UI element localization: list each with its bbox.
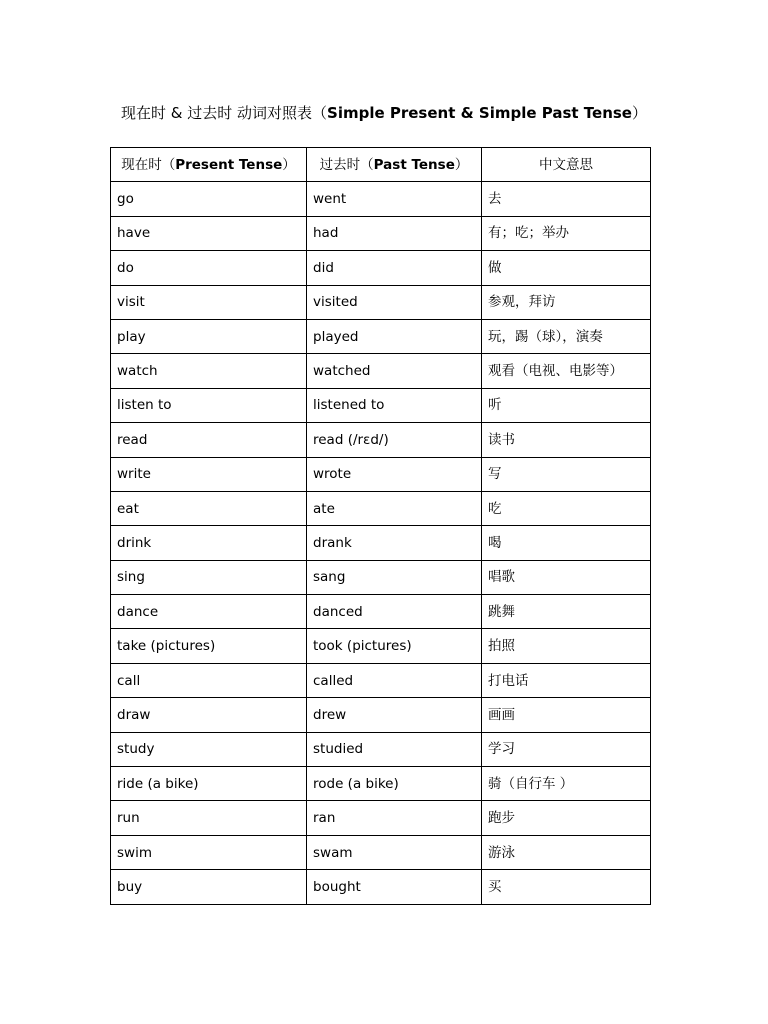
title-close-paren: ） bbox=[631, 104, 647, 122]
header-label-cn: 现在时（ bbox=[121, 156, 176, 173]
cell-past: drew bbox=[307, 698, 482, 732]
cell-meaning: 吃 bbox=[482, 491, 651, 525]
table-row bbox=[111, 560, 651, 594]
cell-meaning: 去 bbox=[482, 182, 651, 216]
cell-past: visited bbox=[307, 285, 482, 319]
verb-table bbox=[110, 147, 651, 905]
table-row bbox=[111, 388, 651, 422]
table-row bbox=[111, 319, 651, 353]
header-close: ） bbox=[282, 156, 296, 173]
table-row bbox=[111, 767, 651, 801]
cell-meaning: 喝 bbox=[482, 526, 651, 560]
cell-present: take (pictures) bbox=[111, 629, 307, 663]
table-header-row bbox=[111, 148, 651, 182]
table-row bbox=[111, 285, 651, 319]
cell-present: write bbox=[111, 457, 307, 491]
cell-present: listen to bbox=[111, 388, 307, 422]
header-past-tense bbox=[307, 148, 482, 182]
cell-meaning: 听 bbox=[482, 388, 651, 422]
table-row bbox=[111, 251, 651, 285]
cell-past: studied bbox=[307, 732, 482, 766]
table-row bbox=[111, 457, 651, 491]
cell-present: drink bbox=[111, 526, 307, 560]
cell-meaning: 写 bbox=[482, 457, 651, 491]
cell-past: took (pictures) bbox=[307, 629, 482, 663]
cell-present: dance bbox=[111, 595, 307, 629]
cell-past: drank bbox=[307, 526, 482, 560]
header-close: ） bbox=[454, 156, 469, 173]
cell-present: study bbox=[111, 732, 307, 766]
cell-meaning: 买 bbox=[482, 870, 651, 904]
cell-present: have bbox=[111, 216, 307, 250]
cell-meaning: 参观，拜访 bbox=[482, 285, 651, 319]
cell-meaning: 玩，踢（球），演奏 bbox=[482, 319, 651, 353]
cell-meaning: 骑（自行车 ） bbox=[482, 767, 651, 801]
header-label-en: Present Tense bbox=[175, 156, 283, 173]
cell-past: had bbox=[307, 216, 482, 250]
cell-present: read bbox=[111, 423, 307, 457]
cell-past: danced bbox=[307, 595, 482, 629]
cell-present: swim bbox=[111, 835, 307, 869]
table-row bbox=[111, 182, 651, 216]
cell-past: read (/rɛd/) bbox=[307, 423, 482, 457]
page-title bbox=[0, 103, 768, 123]
cell-meaning: 做 bbox=[482, 251, 651, 285]
cell-past: sang bbox=[307, 560, 482, 594]
header-present-tense bbox=[111, 148, 307, 182]
cell-meaning: 跑步 bbox=[482, 801, 651, 835]
cell-present: sing bbox=[111, 560, 307, 594]
cell-past: went bbox=[307, 182, 482, 216]
cell-past: ran bbox=[307, 801, 482, 835]
cell-meaning: 学习 bbox=[482, 732, 651, 766]
table-row bbox=[111, 491, 651, 525]
cell-present: draw bbox=[111, 698, 307, 732]
cell-meaning: 打电话 bbox=[482, 663, 651, 697]
cell-present: ride (a bike) bbox=[111, 767, 307, 801]
header-chinese-meaning bbox=[482, 148, 651, 182]
table-row bbox=[111, 595, 651, 629]
table-row bbox=[111, 423, 651, 457]
table-row bbox=[111, 698, 651, 732]
cell-present: watch bbox=[111, 354, 307, 388]
table-row bbox=[111, 835, 651, 869]
cell-past: wrote bbox=[307, 457, 482, 491]
cell-meaning: 有；吃；举办 bbox=[482, 216, 651, 250]
header-label-en: Past Tense bbox=[373, 156, 455, 173]
cell-meaning: 唱歌 bbox=[482, 560, 651, 594]
cell-meaning: 读书 bbox=[482, 423, 651, 457]
header-label-cn: 过去时（ bbox=[319, 156, 374, 173]
table-row bbox=[111, 354, 651, 388]
cell-past: bought bbox=[307, 870, 482, 904]
table-body bbox=[111, 182, 651, 904]
cell-past: swam bbox=[307, 835, 482, 869]
cell-present: go bbox=[111, 182, 307, 216]
cell-past: did bbox=[307, 251, 482, 285]
title-english: Simple Present & Simple Past Tense bbox=[327, 104, 632, 122]
cell-past: listened to bbox=[307, 388, 482, 422]
cell-past: played bbox=[307, 319, 482, 353]
table-row bbox=[111, 216, 651, 250]
title-chinese: 现在时 & 过去时 动词对照表（ bbox=[121, 104, 328, 122]
table-row bbox=[111, 526, 651, 560]
cell-meaning: 画画 bbox=[482, 698, 651, 732]
cell-meaning: 跳舞 bbox=[482, 595, 651, 629]
cell-present: call bbox=[111, 663, 307, 697]
table-row bbox=[111, 870, 651, 904]
cell-meaning: 观看（电视、电影等） bbox=[482, 354, 651, 388]
cell-present: buy bbox=[111, 870, 307, 904]
cell-present: do bbox=[111, 251, 307, 285]
cell-meaning: 拍照 bbox=[482, 629, 651, 663]
cell-past: ate bbox=[307, 491, 482, 525]
cell-meaning: 游泳 bbox=[482, 835, 651, 869]
cell-past: rode (a bike) bbox=[307, 767, 482, 801]
cell-past: watched bbox=[307, 354, 482, 388]
cell-present: visit bbox=[111, 285, 307, 319]
cell-past: called bbox=[307, 663, 482, 697]
table-row bbox=[111, 732, 651, 766]
table-row bbox=[111, 629, 651, 663]
cell-present: play bbox=[111, 319, 307, 353]
header-label-cn: 中文意思 bbox=[539, 156, 593, 173]
cell-present: eat bbox=[111, 491, 307, 525]
table-row bbox=[111, 801, 651, 835]
cell-present: run bbox=[111, 801, 307, 835]
table-row bbox=[111, 663, 651, 697]
